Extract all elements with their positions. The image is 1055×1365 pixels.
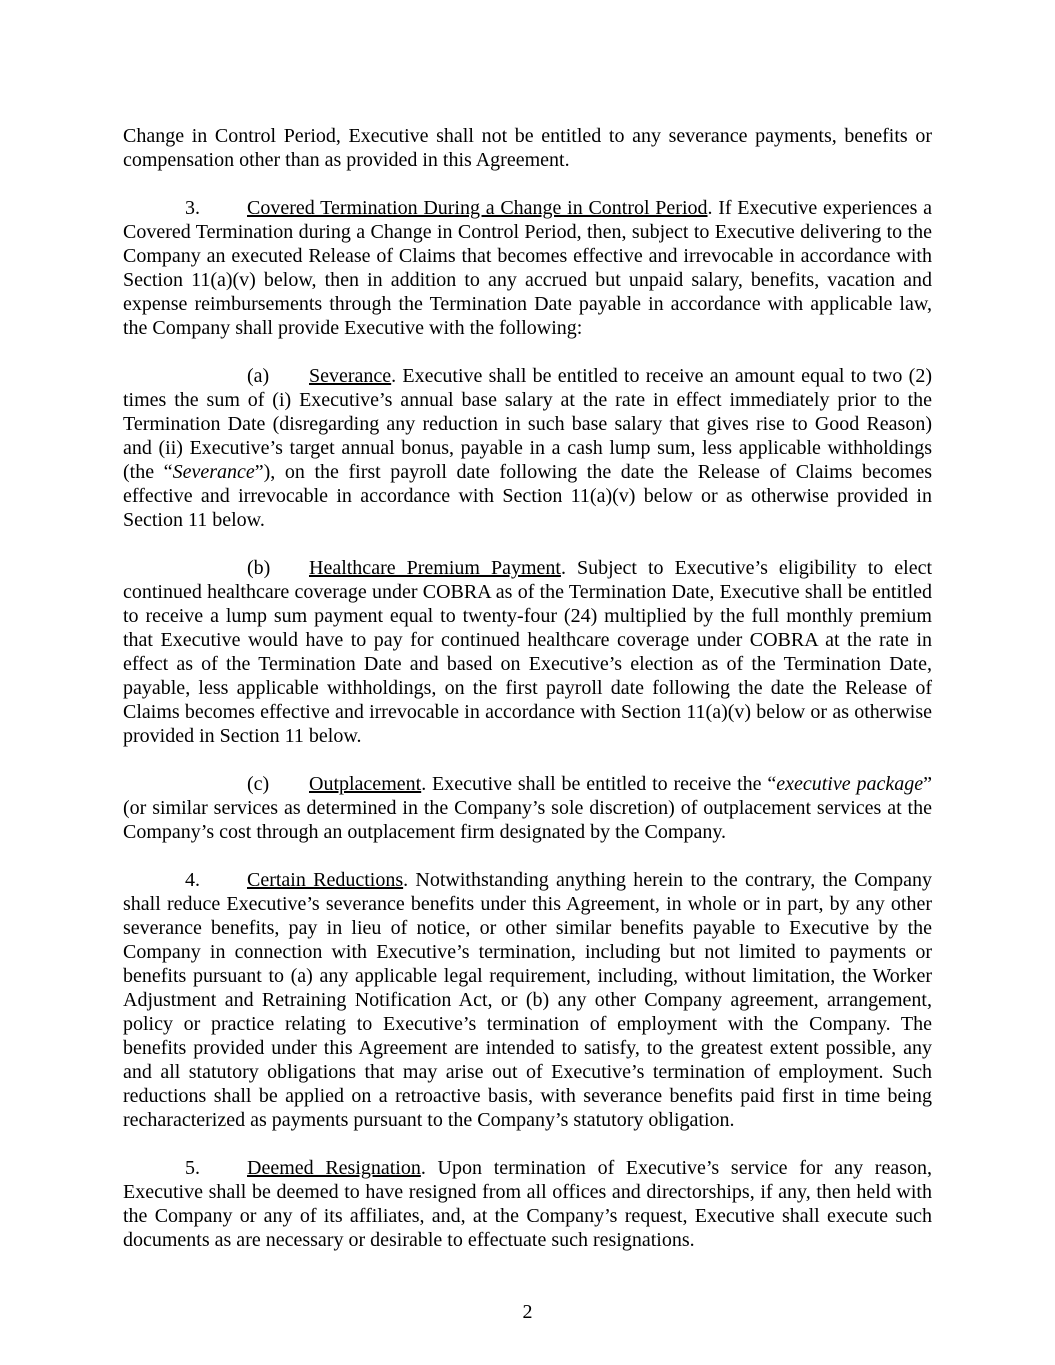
paragraph-label: (c) [247, 773, 270, 795]
text-run: ” (or similar services as determined in the Company’s sole discretion) of outplacement services at the Company’s cost through an outplacement firm designated by the Company. [123, 773, 932, 843]
text-run: . Executive shall be entitled to receive the “ [421, 773, 777, 795]
paragraph-label: 5. [185, 1157, 200, 1179]
text-run: . Subject to Executive’s eligibility to elect continued healthcare coverage under COBRA as of the Termination Date, Executive shall be entitled to receive a lump sum payment equal to twenty-four (24) multiplied by the full monthly premium that Executive would have to pay for continued healthcare coverage under COBRA at the rate in effect as of the Termination Date and based on Executive’s election as of the Termination Date, payable, less applicable withholdings, on the first payroll date following the date the Release of Claims becomes effective and irrevocable in accordance with Section 11(a)(v) below or as otherwise provided in Section 11 below. [123, 557, 933, 747]
paragraph [123, 556, 932, 748]
section-heading: Covered Termination During a Change in Control Period [247, 197, 708, 219]
page-number: 2 [522, 1301, 533, 1323]
text-run: . Executive shall be entitled to receive an amount equal to two (2) times the sum of (i) Executive’s annual base salary at the rate in effect immediately prior to the Termination Date (disregarding any reduction in such base salary that gives rise to Good Reason) and (ii) Executive’s target annual bonus, payable in a cash lump sum, less applicable withholdings (the “ [123, 365, 932, 483]
paragraph-label: (a) [247, 365, 270, 387]
text-run: ”), on the first payroll date following the date the Release of Claims becomes effective and irrevocable in accordance with Section 11(a)(v) below or as otherwise provided in Section 11 below. [123, 461, 932, 531]
paragraph-label: 4. [185, 869, 200, 891]
document-body [123, 124, 932, 1276]
section-heading: Outplacement [309, 773, 422, 795]
paragraph [123, 868, 932, 1132]
section-heading: Deemed Resignation [247, 1157, 421, 1179]
paragraph [123, 1156, 932, 1252]
text-run: . Upon termination of Executive’s service for any reason, Executive shall be deemed to have resigned from all offices and directorships, if any, then held with the Company or any of its affiliates, and, at the Company’s request, Executive shall execute such documents as are necessary or desirable to effectuate such resignations. [123, 1157, 932, 1251]
text-run: . Notwithstanding anything herein to the contrary, the Company shall reduce Executive’s severance benefits under this Agreement, in whole or in part, by any other severance benefits, pay in lieu of notice, or other similar benefits payable to Executive by the Company in connection with Executive’s termination, including but not limited to payments or benefits pursuant to (a) any applicable legal requirement, including, without limitation, the Worker Adjustment and Retraining Notification Act, or (b) any other Company agreement, arrangement, policy or practice relating to Executive’s termination of employment with the Company. The benefits provided under this Agreement are intended to satisfy, to the greatest extent possible, any and all statutory obligations that may arise out of Executive’s termination of employment. Such reductions shall be applied on a retroactive basis, with severance benefits paid first in time being recharacterized as payments pursuant to the Company’s statutory obligation. [123, 869, 933, 1131]
text-run: . If Executive experiences a Covered Termination during a Change in Control Period, then, subject to Executive delivering to the Company an executed Release of Claims that becomes effective and irrevocable in accordance with Section 11(a)(v) below, then in addition to any accrued but unpaid salary, benefits, vacation and expense reimbursements through the Termination Date payable in accordance with applicable law, the Company shall provide Executive with the following: [123, 197, 932, 339]
text-run: executive package [776, 773, 924, 795]
section-heading: Severance [309, 365, 392, 387]
text-run: Change in Control Period, Executive shall not be entitled to any severance payments, benefits or compensation other than as provided in this Agreement. [123, 125, 932, 171]
paragraph-label: (b) [247, 557, 271, 579]
paragraph [123, 364, 932, 532]
section-heading: Certain Reductions [247, 869, 404, 891]
paragraph [123, 772, 932, 844]
paragraph [123, 196, 932, 340]
text-run: Severance [172, 461, 255, 483]
section-heading: Healthcare Premium Payment [309, 557, 561, 579]
paragraph [123, 124, 932, 172]
paragraph-label: 3. [185, 197, 200, 219]
